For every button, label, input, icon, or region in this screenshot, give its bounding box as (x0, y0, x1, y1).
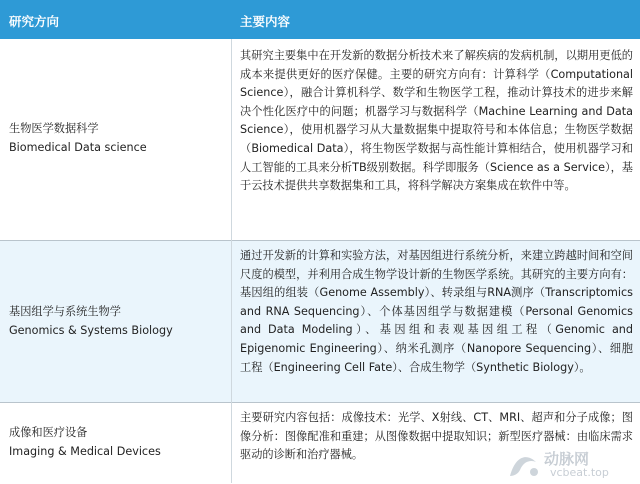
vcbeat-watermark (506, 450, 634, 480)
row-content-cell: 通过开发新的计算和实验方法，对基因组进行系统分析，来建立跨越时间和空间尺度的模型，并利用合成生物学设计新的生物医学系统。其研究的主要方向有：基因组的组装（Genome Assembly）、转录组与RNA测序（Transcriptomics and RNA Sequencing）、个体基因组学与数据建模（Personal Genomics and Data Modeling）、基因组和表观基因组工程（Genomic and Epigenomic Engineering）、纳米孔测序（Nanopore Sequencing）、细胞工程（Engineering Cell Fate）、合成生物学（Synthetic Biology）。 (240, 249, 633, 374)
watermark-logo-icon (506, 450, 542, 480)
direction-name-en: Imaging & Medical Devices (9, 445, 161, 458)
row-content-cell: 其研究主要集中在开发新的数据分析技术来了解疾病的发病机制，以期用更低的成本来提供更好的医疗保健。主要的研究方向有：计算科学（Computational Science），融合计算机科学、数学和生物医学工程，推动计算技术的进步来解决个性化医疗中的问题；机器学习与数据科学（Machine Learning and Data Science），使用机器学习从大量数据集中提取符号和本体信息；生物医学数据（Biomedical Data），将生物医学数据与高性能计算相结合，使用机器学习和人工智能的工具来分析TB级别数据。科学即服务（Science as a Service），基于云技术提供共享数据集和工具，将科学解决方案集成在软件中等。 (240, 49, 633, 193)
watermark-text-en: vcbeat.top (550, 466, 609, 479)
table-header (0, 0, 640, 39)
row-content-cell: 主要研究内容包括：成像技术：光学、X射线、CT、MRI、超声和分子成像；图像分析：图像配准和重建；从图像数据中提取知识；新型医疗器械：由临床需求驱动的诊断和治疗器械。 (240, 411, 633, 462)
direction-name-cn: 成像和医疗设备 (9, 426, 88, 439)
table-row (0, 241, 640, 402)
direction-name-en: Genomics & Systems Biology (9, 324, 173, 337)
table-row (0, 39, 640, 240)
row-direction-cell (9, 423, 161, 461)
watermark-text-cn: 动脉网 (544, 450, 590, 468)
column-divider (231, 39, 232, 483)
direction-name-en: Biomedical Data science (9, 141, 147, 154)
header-research-direction: 研究方向 (9, 14, 60, 29)
row-direction-cell (9, 119, 147, 157)
direction-name-cn: 生物医学数据科学 (9, 122, 99, 135)
direction-name-cn: 基因组学与系统生物学 (9, 305, 121, 318)
header-main-content: 主要内容 (240, 14, 291, 29)
row-direction-cell (9, 302, 173, 340)
